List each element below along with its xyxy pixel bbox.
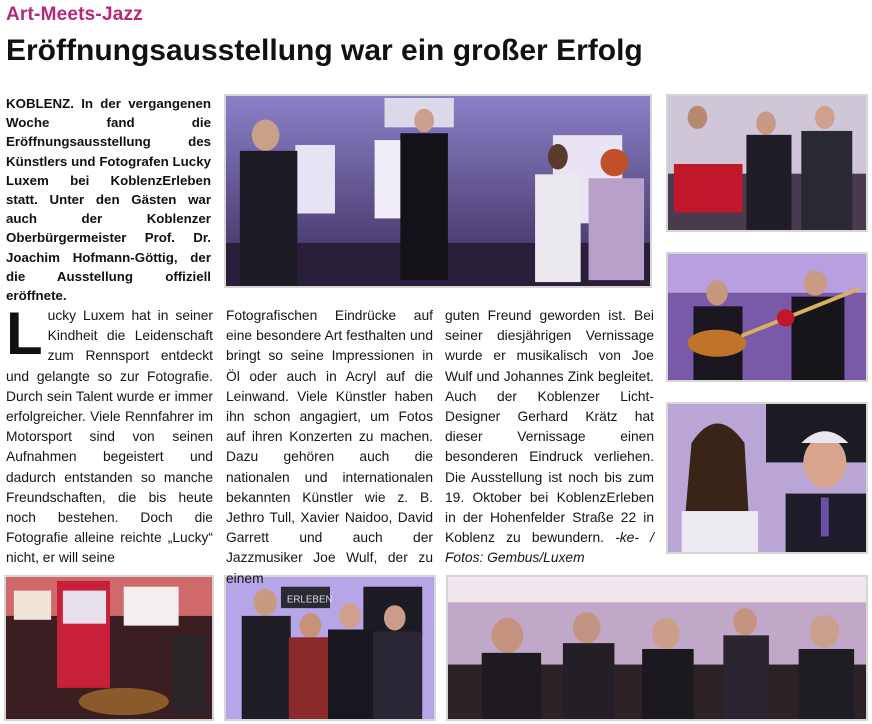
photo-four-guests [224,575,436,721]
column-3-text: guten Freund geworden ist. Bei seiner diesjährigen Vernissage wurde er musikalisch von Joe Wulf und Johannes Zink begleitet. Auch der Koblenzer Licht-Designer Gerhard Krätz hat dieser Vernissage einen besonderen Eindruck verliehen. Die Ausstellung ist noch bis zum 19. Oktober bei KoblenzErleben in der Hohenfelder Straße 22 in Koblenz zu bewundern. [445,308,654,546]
section-kicker: Art-Meets-Jazz [6,4,143,25]
drop-cap: L [6,300,43,367]
photo-musicians [666,252,868,382]
photo-artist-and-mayor [666,402,868,554]
article-headline: Eröffnungsausstellung war ein großer Erfolg [6,34,643,67]
photo-sign-text: ERLEBEN [286,594,333,606]
article-lead: KOBLENZ. In der vergangenen Woche fand die Eröffnungsausstellung des Künstlers und Fotografen Lucky Luxem bei KoblenzErleben statt. Unter den Gästen war auch der Koblenzer Oberbürgermeister Prof. Dr. Joachim Hofmann-Göttig, der die Ausstellung offiziell eröffnete. [6,96,211,304]
photo-crowd [446,575,868,721]
photo-credit: -ke- / Fotos: Gembus/Luxem [445,530,654,566]
article-column-2: Fotografischen Eindrücke auf eine besondere Art festhalten und bringt so seine Impressionen in Öl oder auch in Acryl auf die Leinwand. Viele Künstler haben ihn schon angagiert, um Fotos auf ihren Konzerten zu machen. Dazu gehören auch die nationalen und internationalen bekannten Künstler wie z. B. Jethro Tull, Xavier Naidoo, David Garrett und auch der Jazzmusiker Joe Wulf, der zu einem [226,308,433,586]
photo-guests-group [666,94,868,232]
column-1-text: ucky Luxem hat in seiner Kindheit die Leidenschaft zum Rennsport entdeckt und gelangte so zur Fotografie. Durch sein Talent wurde er immer erfolgreicher. Viele Rennfahrer im Motorsport sind von seinen Aufnahmen begeistert und dadurch entstanden so manche Freundschaften, die bis heute noch bestehen. Doch die Fotografie alleine reichte „Lucky“ nicht, er will seine [6,308,213,566]
photo-exhibition-display [4,575,214,721]
article-column-3 [445,306,654,569]
article-column-1 [6,300,213,569]
photo-opening-speech [224,94,652,288]
